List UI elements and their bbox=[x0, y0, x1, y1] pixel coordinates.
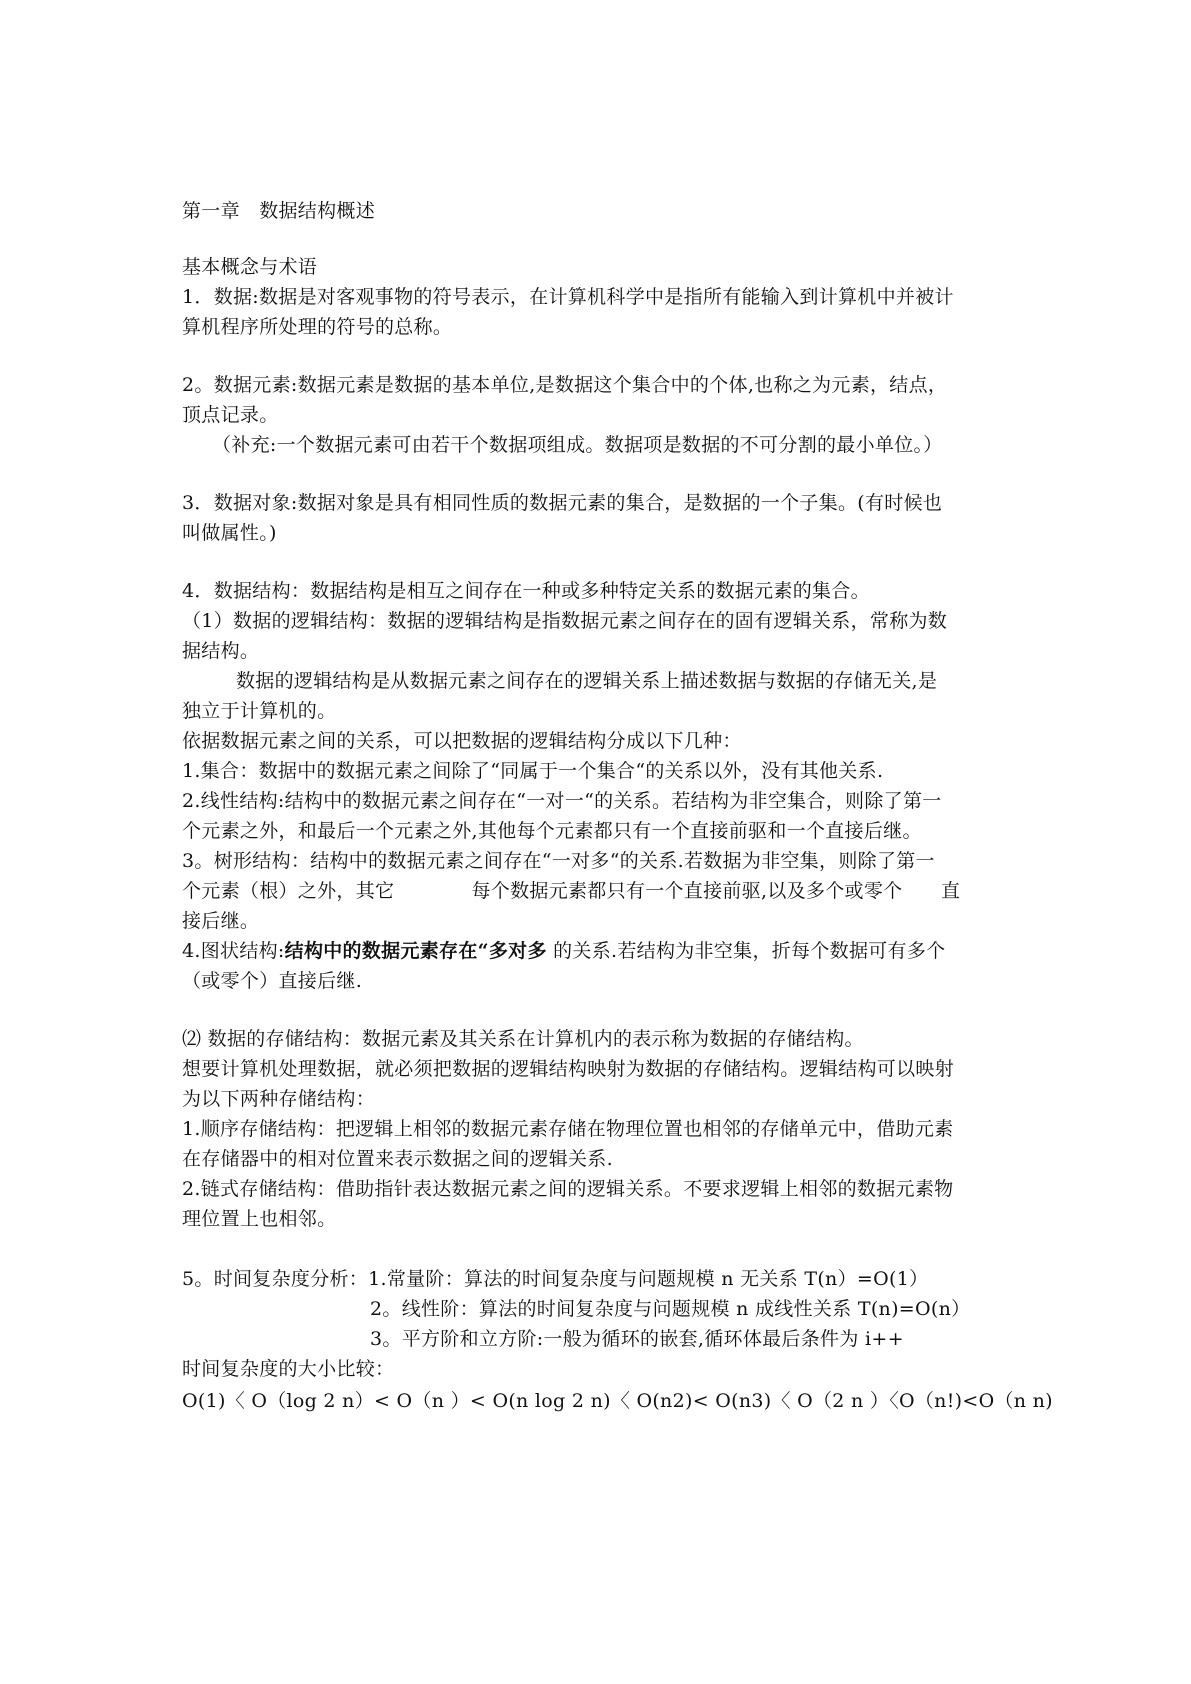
paragraph-data-structure-line-1: 4．数据结构：数据结构是相互之间存在一种或多种特定关系的数据元素的集合。 bbox=[182, 580, 870, 602]
list-item-set: 1.集合：数据中的数据元素之间除了“同属于一个集合“的关系以外，没有其他关系. bbox=[182, 760, 884, 782]
time-complexity-line-2: 2。线性阶：算法的时间复杂度与问题规模 n 成线性关系 T(n)=O(n） bbox=[370, 1298, 971, 1320]
list-item-graph-bold-text: 结构中的数据元素存在“多对多 bbox=[284, 940, 547, 962]
time-complexity-compare: O(1)〈 O（log 2 n）< O（n ）< O(n log 2 n)〈 O(n2)< O(n3)〈 O（2 n ）〈O（n!)<O（n n) bbox=[182, 1390, 1053, 1412]
storage-structure-line-3: 为以下两种存储结构： bbox=[182, 1088, 376, 1110]
list-item-tree-line-3: 接后继。 bbox=[182, 910, 260, 932]
list-item-sequential-line-1: 1.顺序存储结构：把逻辑上相邻的数据元素存储在物理位置也相邻的存储单元中，借助元素 bbox=[182, 1118, 954, 1140]
list-item-linear-line-1: 2.线性结构:结构中的数据元素之间存在“一对一“的关系。若结构为非空集合，则除了第一 bbox=[182, 790, 942, 812]
logical-structure-para-line-2: 独立于计算机的。 bbox=[182, 700, 337, 722]
list-item-sequential-line-2: 在存储器中的相对位置来表示数据之间的逻辑关系. bbox=[182, 1148, 613, 1170]
storage-structure-line-1: ⑵ 数据的存储结构：数据元素及其关系在计算机内的表示称为数据的存储结构。 bbox=[182, 1028, 864, 1050]
time-complexity-line-3: 3。平方阶和立方阶:一般为循环的嵌套,循环体最后条件为 i++ bbox=[370, 1328, 904, 1350]
time-complexity-compare-title: 时间复杂度的大小比较： bbox=[182, 1358, 395, 1380]
list-item-graph-label: 4.图状结构: bbox=[182, 940, 285, 962]
list-item-linked-line-2: 理位置上也相邻。 bbox=[182, 1208, 337, 1230]
paragraph-data-element-line-2: 顶点记录。 bbox=[182, 404, 279, 426]
list-item-tree-line-2: 个元素（根）之外，其它 每个数据元素都只有一个直接前驱,以及多个或零个 直 bbox=[182, 880, 961, 902]
list-item-linear-line-2: 个元素之外，和最后一个元素之外,其他每个元素都只有一个直接前驱和一个直接后继。 bbox=[182, 820, 922, 842]
list-item-linked-line-1: 2.链式存储结构：借助指针表达数据元素之间的逻辑关系。不要求逻辑上相邻的数据元素物 bbox=[182, 1178, 954, 1200]
paragraph-data-element-note: （补充:一个数据元素可由若干个数据项组成。数据项是数据的不可分割的最小单位。） bbox=[212, 434, 943, 456]
time-complexity-line-1: 5。时间复杂度分析：1.常量阶：算法的时间复杂度与问题规模 n 无关系 T(n）=O(1） bbox=[182, 1268, 929, 1290]
list-item-graph-rest: 的关系.若结构为非空集，折每个数据可有多个 bbox=[546, 940, 946, 962]
paragraph-data-line-2: 算机程序所处理的符号的总称。 bbox=[182, 316, 453, 338]
logical-structure-para-line-1: 数据的逻辑结构是从数据元素之间存在的逻辑关系上描述数据与数据的存储无关,是 bbox=[236, 670, 938, 692]
chapter-title: 第一章 数据结构概述 bbox=[182, 200, 376, 222]
logical-structure-line-2: 据结构。 bbox=[182, 640, 260, 662]
logical-structure-line-1: （1）数据的逻辑结构：数据的逻辑结构是指数据元素之间存在的固有逻辑关系，常称为数 bbox=[182, 610, 948, 632]
logical-structure-intro: 依据数据元素之间的关系，可以把数据的逻辑结构分成以下几种： bbox=[182, 730, 742, 752]
storage-structure-line-2: 想要计算机处理数据，就必须把数据的逻辑结构映射为数据的存储结构。逻辑结构可以映射 bbox=[182, 1058, 955, 1080]
paragraph-data-line-1: 1．数据:数据是对客观事物的符号表示，在计算机科学中是指所有能输入到计算机中并被计 bbox=[182, 286, 954, 308]
section-title: 基本概念与术语 bbox=[182, 256, 318, 278]
list-item-tree-line-1: 3。树形结构：结构中的数据元素之间存在“一对多“的关系.若数据为非空集，则除了第一 bbox=[182, 850, 935, 872]
list-item-graph-line-2: （或零个）直接后继. bbox=[182, 970, 363, 992]
paragraph-data-element-line-1: 2。数据元素:数据元素是数据的基本单位,是数据这个集合中的个体,也称之为元素，结点， bbox=[182, 374, 948, 396]
paragraph-data-object-line-2: 叫做属性。) bbox=[182, 522, 277, 544]
list-item-graph-line-1 bbox=[182, 938, 945, 964]
paragraph-data-object-line-1: 3．数据对象:数据对象是具有相同性质的数据元素的集合，是数据的一个子集。(有时候也 bbox=[182, 492, 943, 514]
